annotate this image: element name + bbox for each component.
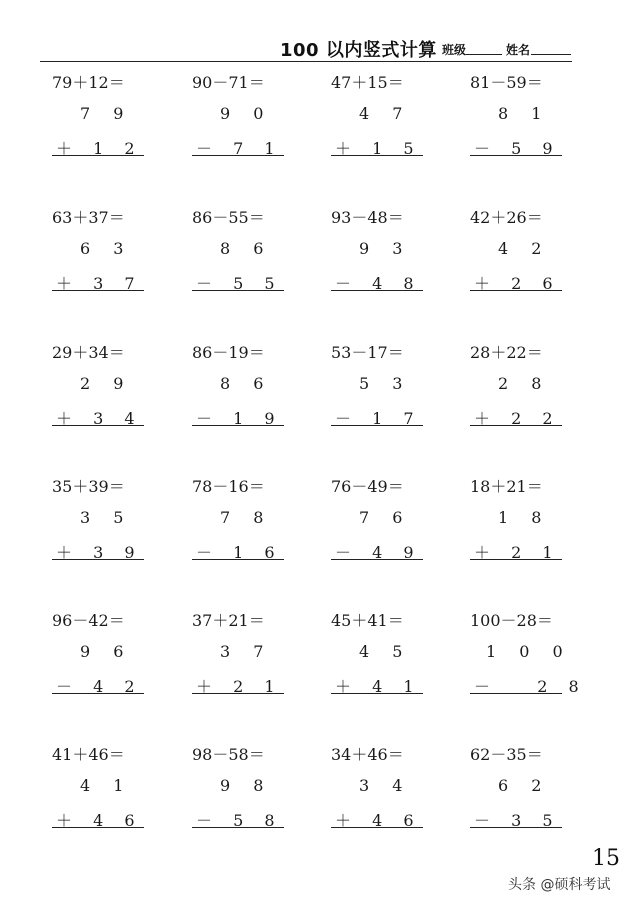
problem-top-number: 1 8 (498, 508, 551, 527)
problem-top-number: 8 6 (220, 374, 273, 393)
problem-top-number: 9 8 (220, 776, 273, 795)
problem-equation: 47＋15＝ (331, 73, 404, 92)
problem-bottom-row: － 5 8 (192, 808, 284, 828)
problem-top-number: 9 0 (220, 104, 273, 123)
problem (331, 600, 451, 700)
problem-equation: 90－71＝ (192, 73, 265, 92)
problem-equation: 41＋46＝ (52, 745, 125, 764)
problem-bottom-row: ＋ 3 7 (52, 271, 144, 291)
name-blank-line (531, 54, 571, 55)
problem (331, 62, 451, 162)
problem-bottom-row: ＋ 4 1 (331, 674, 423, 694)
problem-top-number: 5 3 (359, 374, 412, 393)
problem-bottom-row: ＋ 3 4 (52, 406, 144, 426)
problem (52, 197, 172, 297)
problem-bottom-row: － 4 9 (331, 540, 423, 560)
problem-bottom-row: － 2 8 (470, 674, 562, 694)
problem-bottom-row: ＋ 4 6 (52, 808, 144, 828)
problem-equation: 62－35＝ (470, 745, 543, 764)
page-number: 15 (592, 846, 620, 871)
problem (470, 734, 590, 834)
problem-top-number: 7 8 (220, 508, 273, 527)
problem-top-number: 3 5 (80, 508, 133, 527)
problem-top-number: 4 7 (359, 104, 412, 123)
problem-top-number: 8 1 (498, 104, 551, 123)
class-blank-line (466, 54, 502, 55)
problem (192, 197, 312, 297)
problem-equation: 37＋21＝ (192, 611, 265, 630)
problem-equation: 100－28＝ (470, 611, 553, 630)
problem-top-number: 2 8 (498, 374, 551, 393)
problem-bottom-row: － 4 2 (52, 674, 144, 694)
problem-equation: 86－55＝ (192, 208, 265, 227)
problem (470, 332, 590, 432)
problem-equation: 28＋22＝ (470, 343, 543, 362)
problem-top-number: 6 2 (498, 776, 551, 795)
problem-equation: 63＋37＝ (52, 208, 125, 227)
problem-bottom-row: ＋ 1 2 (52, 136, 144, 156)
problem (192, 734, 312, 834)
problem-bottom-row: － 1 7 (331, 406, 423, 426)
problem-top-number: 4 1 (80, 776, 133, 795)
problem-bottom-row: ＋ 2 6 (470, 271, 562, 291)
problem-equation: 93－48＝ (331, 208, 404, 227)
problem-equation: 79＋12＝ (52, 73, 125, 92)
problem-equation: 53－17＝ (331, 343, 404, 362)
problem (331, 332, 451, 432)
problem (192, 466, 312, 566)
problem-bottom-row: ＋ 2 2 (470, 406, 562, 426)
problem-bottom-row: － 5 5 (192, 271, 284, 291)
problem-equation: 98－58＝ (192, 745, 265, 764)
problem (331, 734, 451, 834)
problem (192, 332, 312, 432)
problem-equation: 35＋39＝ (52, 477, 125, 496)
problem (331, 197, 451, 297)
problem-equation: 42＋26＝ (470, 208, 543, 227)
problem-top-number: 9 6 (80, 642, 133, 661)
problem-bottom-row: ＋ 3 9 (52, 540, 144, 560)
problem-top-number: 9 3 (359, 239, 412, 258)
problem (52, 466, 172, 566)
class-label: 班级 (442, 43, 467, 57)
problem-bottom-row: － 3 5 (470, 808, 562, 828)
problem (52, 332, 172, 432)
worksheet-header (0, 36, 640, 62)
problem-top-number: 3 4 (359, 776, 412, 795)
problem-equation: 45＋41＝ (331, 611, 404, 630)
problem-top-number: 1 0 0 (486, 642, 572, 661)
problem-bottom-row: － 4 8 (331, 271, 423, 291)
problem (470, 466, 590, 566)
problem (52, 62, 172, 162)
problem-top-number: 4 2 (498, 239, 551, 258)
problem-equation: 78－16＝ (192, 477, 265, 496)
problem-equation: 29＋34＝ (52, 343, 125, 362)
problem-equation: 86－19＝ (192, 343, 265, 362)
problem-top-number: 7 6 (359, 508, 412, 527)
problem (331, 466, 451, 566)
problem-top-number: 2 9 (80, 374, 133, 393)
problem-bottom-row: － 7 1 (192, 136, 284, 156)
problem (52, 734, 172, 834)
problem-bottom-row: ＋ 1 5 (331, 136, 423, 156)
problem (470, 197, 590, 297)
problem-equation: 34＋46＝ (331, 745, 404, 764)
problem-top-number: 4 5 (359, 642, 412, 661)
problem (192, 62, 312, 162)
problem-bottom-row: ＋ 2 1 (470, 540, 562, 560)
problem-bottom-row: ＋ 2 1 (192, 674, 284, 694)
watermark: 头条 @硕科考试 (508, 877, 611, 893)
problem-equation: 96－42＝ (52, 611, 125, 630)
name-label: 姓名 (506, 43, 531, 57)
problem-equation: 18＋21＝ (470, 477, 543, 496)
problem-top-number: 6 3 (80, 239, 133, 258)
worksheet-title: 100 以内竖式计算 (280, 40, 437, 61)
problem (470, 62, 590, 162)
problem-top-number: 3 7 (220, 642, 273, 661)
problem-equation: 76－49＝ (331, 477, 404, 496)
problem (52, 600, 172, 700)
problem-top-number: 7 9 (80, 104, 133, 123)
problem (470, 600, 590, 700)
problem-bottom-row: － 5 9 (470, 136, 562, 156)
problem-equation: 81－59＝ (470, 73, 543, 92)
problem-bottom-row: － 1 9 (192, 406, 284, 426)
problem (192, 600, 312, 700)
problem-bottom-row: ＋ 4 6 (331, 808, 423, 828)
problem-bottom-row: － 1 6 (192, 540, 284, 560)
problem-top-number: 8 6 (220, 239, 273, 258)
